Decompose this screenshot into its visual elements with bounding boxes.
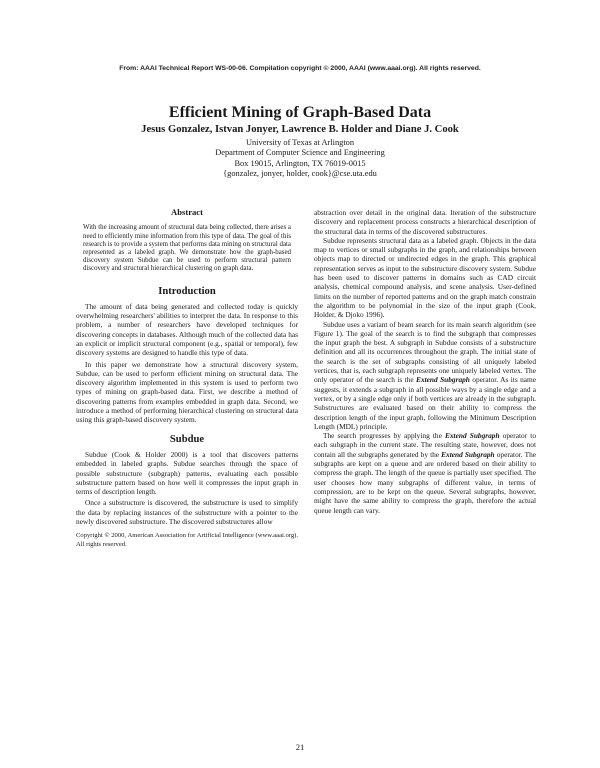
paper-title: Efficient Mining of Graph-Based Data [168, 104, 432, 121]
body-paragraph [314, 431, 536, 515]
body-text: operator. The subgraphs are kept on a queue and are ordered based on their ability to compress the graph. The length of the queue is partially user specified. The user chooses how many subgraphs of different value, in terms of compression, are to be kept on the queue. Several subgraphs, however, might have the same ability to compress the graph, therefore the actual queue length can vary. [314, 449, 537, 515]
affiliation-emails: {gonzalez, jonyer, holder, cook}@cse.uta.edu [223, 168, 377, 178]
body-paragraph: Subdue represents structural data as a labeled graph. Objects in the data map to vertices or small subgraphs in the graph, and relationships between objects map to directed or undirected edges in the graph. This graphical representation serves as input to the substructure discovery system. Subdue has been used to discover patterns in domains such as CAD circuit analysis, chemical compound analysis, and scene analysis. User-defined limits on the number of reported patterns and on the graph match constrain the algorithm to be polynomial in the size of the input graph (Cook, Holder, & Djoko 1996). [314, 235, 536, 320]
abstract-heading: Abstract [171, 207, 203, 217]
author-list: Jesus Gonzalez, Istvan Jonyer, Lawrence B. Holder and Diane J. Cook [141, 124, 459, 135]
copyright-footnote: Copyright © 2000, American Association for Artificial Intelligence (www.aaai.org). All rights reserved. [76, 532, 298, 548]
affiliation-department: Department of Computer Science and Engineering [215, 148, 385, 158]
introduction-paragraph: The amount of data being generated and collected today is quickly overwhelming researchers' abilities to interpret the data. In response to this problem, a number of researchers have developed techniques for discovering concepts in databases. Although much of the collected data has an explicit or implicit structural component (e.g., spatial or temporal), few discovery systems are designed to handle this type of data. [76, 301, 298, 358]
page-number: 21 [295, 742, 305, 752]
introduction-paragraph: In this paper we demonstrate how a structural discovery system, Subdue, can be used to perform efficient mining on structural data. The discovery algorithm implemented in this system is used to perform two types of mining on graph-based data. First, we describe a method of discovering patterns from examples embedded in graph data. Second, we introduce a method of performing hierarchical clustering on structural data using this graph-based discovery system. [76, 359, 298, 425]
affiliation-university: University of Texas at Arlington [245, 138, 355, 147]
body-text: The search progresses by applying the [323, 431, 442, 441]
subdue-paragraph: Subdue (Cook & Holder 2000) is a tool that discovers patterns embedded in labeled graphs. Subdue searches through the space of possible substructure (subgraph) patterns, evaluating each possible substructure pattern based on how well it compresses the input graph in terms of description length. [76, 449, 298, 497]
introduction-heading: Introduction [158, 285, 216, 297]
body-text: operator. As its name suggests, it extends a subgraph in all possible ways by a single edge and a vertex, or by a single edge only if both vertices are already in the subgraph. Substructures are evaluated based on their ability to compress the description length of the input graph, following the Minimum Description Length (MDL) principle. [314, 375, 536, 431]
affiliation-address: Box 19015, Arlington, TX 76019-0015 [234, 158, 366, 168]
copyright-header-note: From: AAAI Technical Report WS-00-06. Compilation copyright © 2000, AAAI (www.aaai.org). All rights reserved. [119, 65, 481, 72]
right-column [314, 208, 536, 515]
operator-name: Extend Subgraph [416, 375, 470, 385]
abstract-text: With the increasing amount of structural data being collected, there arises a need to efficiently mine information from this type of data. The goal of this research is to provide a system that performs data mining on structural data represented as a labeled graph. We demonstrate how the graph-based discovery system Subdue can be used to perform structural pattern discovery and structural hierarchical clustering on graph data. [83, 224, 291, 273]
operator-name: Extend Subgraph [444, 431, 500, 441]
subdue-heading: Subdue [169, 433, 205, 445]
left-column [76, 208, 298, 549]
body-text: operator to each subgraph in the current state. The resulting state, however, does not contain all the subgraphs generated by the [314, 431, 536, 459]
continued-paragraph: abstraction over detail in the original data. Iteration of the substructure discovery and replacement process constructs a hierarchical description of the structural data in terms of the discovered substructures. [314, 208, 536, 236]
subdue-paragraph: Once a substructure is discovered, the substructure is used to simplify the data by replacing instances of the substructure with a pointer to the newly discovered substructure. The discovered substructures allow [76, 498, 298, 527]
affiliation-block [0, 138, 600, 179]
operator-name: Extend Subgraph [441, 449, 495, 459]
body-text: Subdue uses a variant of beam search for its main search algorithm (see Figure 1). The goal of the search is to find the subgraph that compresses the input graph the best. A subgraph in Subdue consists of a substructure definition and all its occurrences throughout the graph. The initial state of the search is the set of subgraphs consisting of all uniquely labeled vertices, that is, each subgraph represents one uniquely labeled vertex. The only operator of the search is the [314, 319, 536, 385]
body-paragraph [314, 320, 536, 432]
